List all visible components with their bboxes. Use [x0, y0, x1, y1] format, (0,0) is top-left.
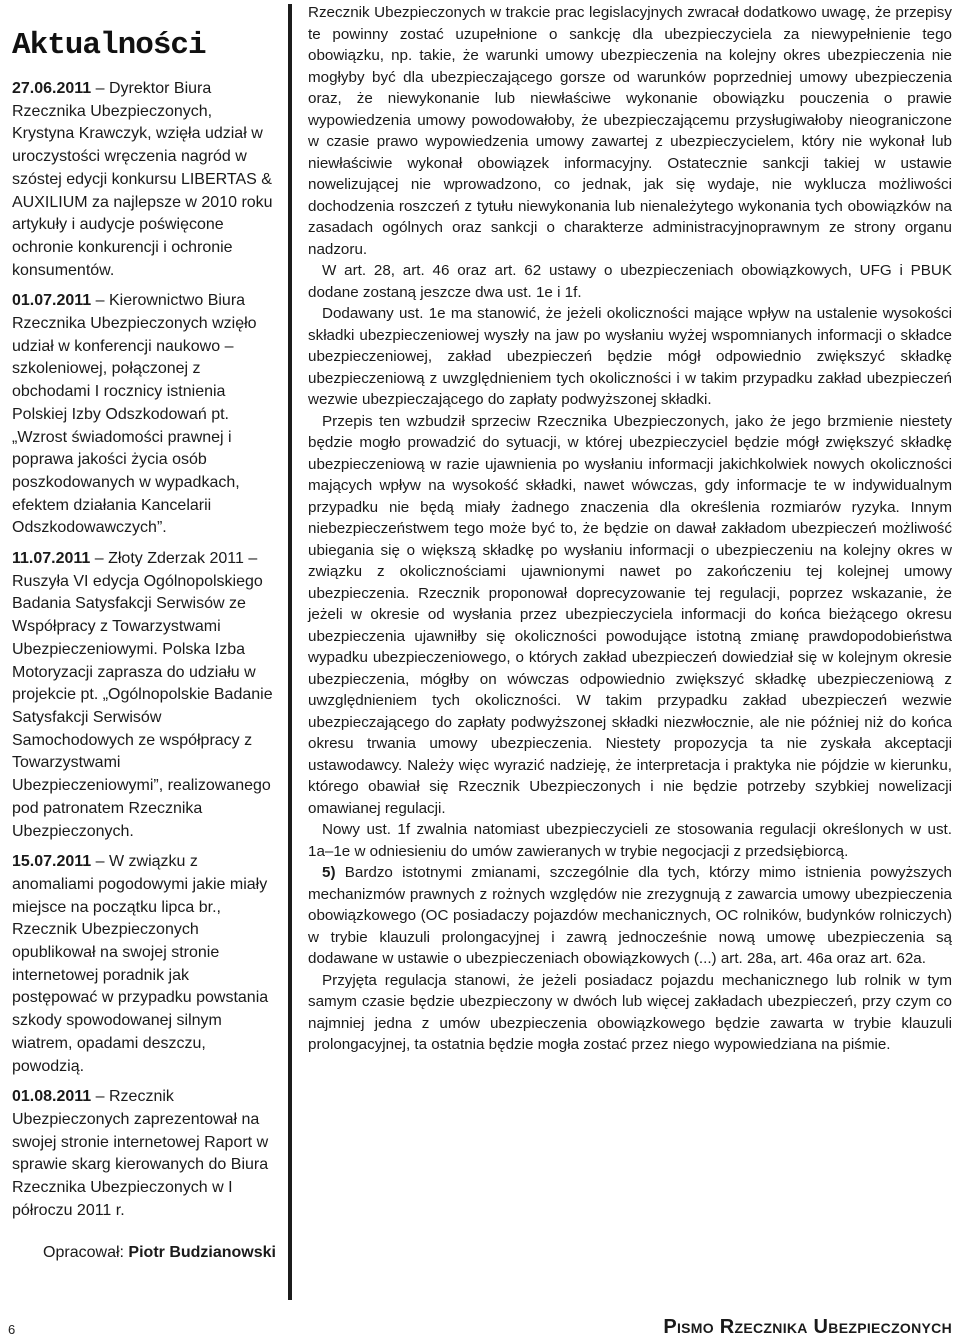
- news-item: [12, 290, 276, 540]
- byline-label: Opracował:: [43, 1244, 129, 1262]
- point-number: 5): [322, 864, 336, 881]
- news-item: [12, 1086, 276, 1222]
- sidebar-divider: [288, 4, 292, 1300]
- sidebar-title: Aktualności: [12, 28, 206, 63]
- news-text: – Rzecznik Ubezpieczonych zaprezentował na swojej stronie internetowej Raport w sprawie skarg kierowanych do Biura Rzecznika Ubezpieczonych w I półroczu 2011 r.: [12, 1088, 269, 1219]
- point-text: Bardzo istotnymi zmianami, szczególnie dla tych, którzy mimo istnienia powyższych mechanizmów prawnych z rożnych względów nie zrezygnują z zawarcia umowy ubezpieczenia obowiązkowego (OC posiadaczy pojazdów mechanicznych, OC rolników, budynków rolniczych) w trybie klauzuli prolongacyjnej i zawrą jednocześnie nową umowę ubezpieczenia są dodawane w ustawie o ubezpieczeniach obowiązkowych (...) art. 28a, art. 46a oraz art. 62a.: [308, 864, 952, 967]
- news-text: – Złoty Zderzak 2011 – Ruszyła VI edycja Ogólnopolskiego Badania Satysfakcji Serwisów ze Współpracy z Towarzystwami Ubezpieczeniowymi. Polska Izba Motoryzacji zaprasza do udziału w projekcie pt. „Ogólnopolskie Badanie Satysfakcji Serwisów Samochodowych ze współpracy z Towarzystwami Ubezpieczeniowymi”, realizowanego pod patronatem Rzecznika Ubezpieczonych.: [12, 550, 273, 840]
- news-sidebar-content: [12, 28, 276, 1264]
- news-date: 27.06.2011: [12, 80, 92, 97]
- news-text: – Kierownictwo Biura Rzecznika Ubezpieczonych wzięło udział w konferencji naukowo – szkoleniowej, połączonej z obchodami I rocznicy istnienia Polskiej Izby Odszkodowań pt. „Wzrost świadomości prawnej i poprawa jakości życia osób poszkodowanych w wypadkach, efektem działania Kancelarii Odszkodowawczych”.: [12, 292, 257, 537]
- news-item: [12, 78, 276, 282]
- news-date: 01.07.2011: [12, 292, 92, 310]
- publication-title: Pismo Rzecznika Ubezpieczonych: [663, 1316, 952, 1338]
- news-date: 01.08.2011: [12, 1088, 92, 1106]
- article-paragraph: Rzecznik Ubezpieczonych w trakcie prac legislacyjnych zwracał dodatkowo uwagę, że przepisy te powinny zostać uzupełnione o sankcję dla ubezpieczyciela za niewypełnienie tego obowiązku, np. takie, że warunki umowy ubezpieczenia na kolejny okres ubezpieczenia nie mogłyby być dla ubezpieczającego gorsze od warunków poprzedniej umowy ubezpieczenia oraz, że niewykonanie lub niewłaściwe wykonanie obowiązku pouczenia o prawie wypowiedzenia umowy powodowałoby, że ubezpieczającemu przysługiwałoby nieograniczone w czasie prawo wypowiedzenia umowy zawartej z ubezpieczycielem, który nie wykonał lub niewłaściwie wykonał obowiązek informacyjny. Ostatecznie sankcji takiej w ustawie nowelizującej nie wprowadzono, co jednak, jak się wydaje, nie wyklucza możliwości dochodzenia roszczeń z tytułu niewykonania lub nienależytego wykonania tych obowiązków na zasadach ogólnych oraz sankcji o charakterze administracyjnoprawnym ze strony organu nadzoru.: [308, 4, 952, 258]
- news-date: 15.07.2011: [12, 853, 92, 871]
- news-item: [12, 851, 276, 1078]
- article-paragraph: Dodawany ust. 1e ma stanowić, że jeżeli okoliczności mające wpływ na ustalenie wysokości składki ubezpieczeniowej wyszły na jaw po wysłaniu wyżej wspomnianych informacji o składce ubezpieczeniowej, zakład ubezpieczeń będzie mógł odpowiednio zwiększyć składkę ubezpieczeniową z uwzględnieniem tych okoliczności i w takim przypadku zakład ubezpieczeń wezwie ubezpieczającego do zapłaty podwyższonej składki.: [308, 305, 952, 408]
- news-text: – Dyrektor Biura Rzecznika Ubezpieczonych, Krystyna Krawczyk, wzięła udział w uroczystości wręczenia nagród w szóstej edycji konkursu LIBERTAS & AUXILIUM za najlepsze w 2010 roku artykuły i audycje poświęcone ochronie konkurencji i ochronie konsumentów.: [12, 80, 273, 279]
- news-date: 11.07.2011: [12, 550, 91, 568]
- article-body: [308, 2, 952, 1056]
- article-paragraph: Przyjęta regulacja stanowi, że jeżeli posiadacz pojazdu mechanicznego lub rolnik w tym samym czasie będzie ubezpieczony w dwóch lub więcej zakładach ubezpieczeń, przy czym co najmniej jedna z umów ubezpieczenia obowiązkowego będzie zawarta w trybie klauzuli prolongacyjnej, ta ostatnia będzie mogła zostać przez niego wypowiedziana na piśmie.: [308, 971, 952, 1053]
- page-number: 6: [8, 1322, 16, 1337]
- news-sidebar: [0, 0, 288, 1300]
- article-paragraph: Nowy ust. 1f zwalnia natomiast ubezpieczycieli ze stosowania regulacji określonych w ust. 1a–1e w odniesieniu do umów zawieranych w trybie negocjacji z przedsiębiorcą.: [308, 821, 952, 860]
- news-text: – W związku z anomaliami pogodowymi jakie miały miejsce na początku lipca br., Rzecznik Ubezpieczonych opublikował na swojej stronie internetowej poradnik jak postępować w przypadku powstania szkody spowodowanej silnym wiatrem, opadami deszczu, powodzią.: [12, 853, 269, 1075]
- article-paragraph: W art. 28, art. 46 oraz art. 62 ustawy o ubezpieczeniach obowiązkowych, UFG i PBUK dodane zostaną jeszcze dwa ust. 1e i 1f.: [308, 262, 952, 301]
- article-paragraph: [308, 862, 952, 970]
- news-item: [12, 548, 276, 843]
- author-byline: [12, 1242, 276, 1264]
- byline-name: Piotr Budzianowski: [128, 1244, 276, 1262]
- article-paragraph: Przepis ten wzbudził sprzeciw Rzecznika Ubezpieczonych, jako że jego brzmienie niestety będzie mogło prowadzić do sytuacji, w której ubezpieczyciel będzie mógł zwiększyć składkę ubezpieczeniową w razie ujawnienia po wysłaniu informacji jakichkolwiek nowych okoliczności mających wpływ na wysokość składki, nawet wówczas, gdy informacje te w indywidualnym przypadku nie będą miały żadnego znaczenia dla określenia rozmiarów ryzyka. Innym niebezpieczeństwem tego może być to, że będzie on dawał zakładom ubezpieczeń możliwość ubiegania się o większą składkę po wysłaniu informacji o ubezpieczeniu na kolejny okres w związku z okolicznościami ujawnionymi nawet po zakończeniu tej kolejnej umowy ubezpieczenia. Rzecznik proponował doprecyzowanie tej regulacji, poprzez wskazanie, że jeżeli w okresie od wysłania przez ubezpieczyciela informacji do końca bieżącego okresu ubezpieczenia ujawniłby się okoliczności powodujące istotną zmianę prawdopodobieństwa wypadku ubezpieczeniowego, o których zakład ubezpieczeń dowiedział się w kolejnym okresie ubezpieczenia, mógłby on wówczas odpowiednio zwiększyć składkę ubezpieczeniową z uwzględnieniem tych okoliczności. W takim przypadku zakład ubezpieczeń wezwie ubezpieczającego do zapłaty podwyższonej składki niezwłocznie, ale nie później niż do końca okresu trwania umowy ubezpieczenia. Niestety propozycja ta nie zyskała akceptacji ustawodawcy. Należy więc wyrazić nadzieję, że interpretacja i praktyka nie pójdzie w kierunku, którego obawiał się Rzecznik Ubezpieczonych i nie będzie potrzeby szybkiej nowelizacji omawianej regulacji.: [308, 412, 952, 817]
